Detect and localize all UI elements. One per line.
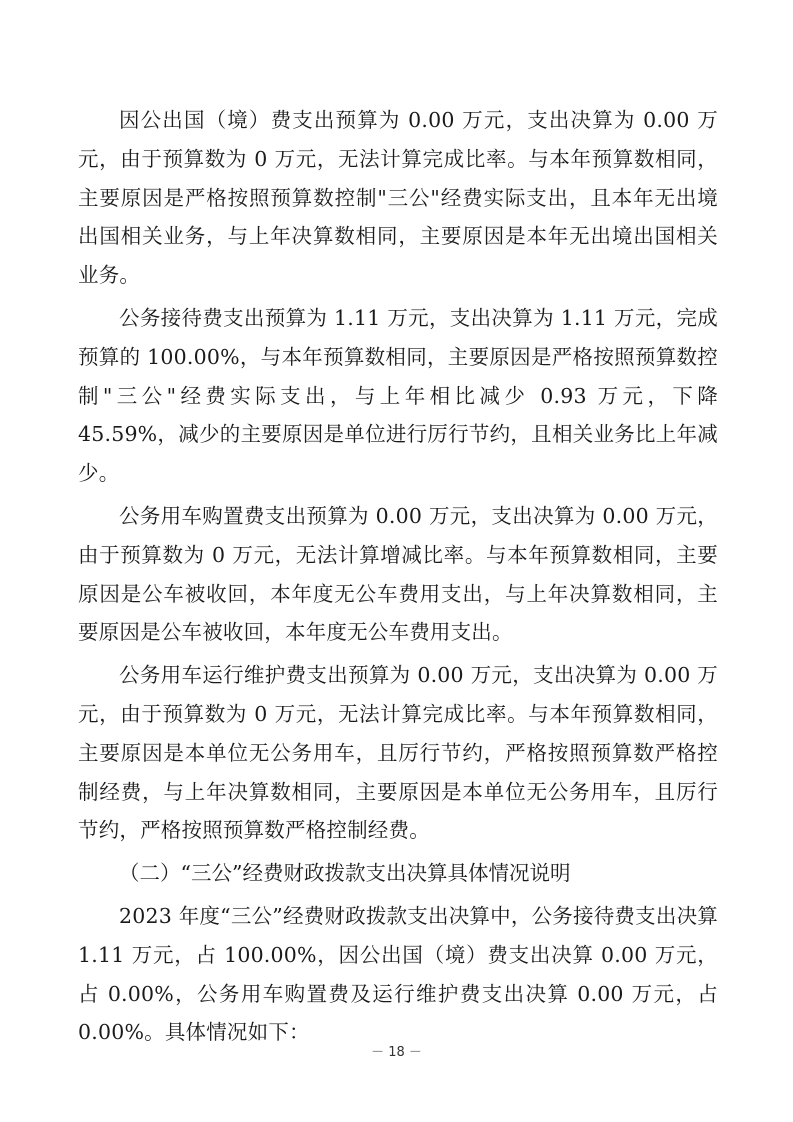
section-heading: （二）“三公”经费财政拨款支出决算具体情况说明 — [119, 861, 571, 886]
paragraph-overseas-travel: 因公出国（境）费支出预算为 0.00 万元，支出决算为 0.00 万元，由于预算数为 0 万元，无法计算完成比率。与本年预算数相同，主要原因是严格按照预算数控制"三公"经费实际支出，且本年无出境出国相关业务，与上年决算数相同，主要原因是本年无出境出国相关业务。 — [78, 108, 718, 288]
paragraph-vehicle-purchase: 公务用车购置费支出预算为 0.00 万元，支出决算为 0.00 万元，由于预算数为 0 万元，无法计算增减比率。与本年预算数相同，主要原因是公车被收回，本年度无公车费用支出，与上年决算数相同，主要原因是公车被收回，本年度无公车费用支出。 — [78, 503, 718, 645]
paragraph-summary: 2023 年度“三公”经费财政拨款支出决算中，公务接待费支出决算 1.11 万元，占 100.00%，因公出国（境）费支出决算 0.00 万元，占 0.00%，公务用车购置费及运行维护费支出决算 0.00 万元，占 0.00%。具体情况如下： — [78, 903, 718, 1045]
paragraph-vehicle-maintenance: 公务用车运行维护费支出预算为 0.00 万元，支出决算为 0.00 万元，由于预算数为 0 万元，无法计算完成比率。与本年预算数相同，主要原因是本单位无公务用车，且厉行节约，严格按照预算数严格控制经费，与上年决算数相同，主要原因是本单位无公务用车，且厉行节约，严格按照预算数严格控制经费。 — [78, 663, 718, 843]
page-number: － 18 － — [371, 1045, 422, 1060]
document-body — [78, 101, 718, 1056]
paragraph-official-reception: 公务接待费支出预算为 1.11 万元，支出决算为 1.11 万元，完成预算的 100.00%，与本年预算数相同，主要原因是严格按照预算数控制"三公"经费实际支出，与上年相比减少 0.93 万元，下降 45.59%，减少的主要原因是单位进行厉行节约，且相关业务比上年减少。 — [78, 305, 718, 486]
